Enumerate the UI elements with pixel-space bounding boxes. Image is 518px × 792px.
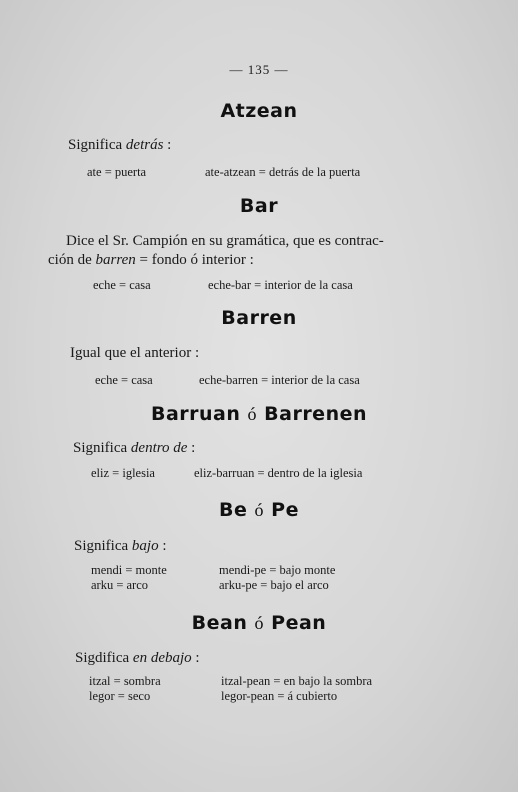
page-number: — 135 —	[229, 62, 289, 77]
entry-intro-line-1: Dice el Sr. Campión en su gramática, que es contrac-	[66, 233, 384, 249]
intro-italic: dentro de	[130, 440, 188, 456]
intro-italic: bajo	[131, 538, 159, 554]
intro-text: Sigdifica	[75, 650, 133, 666]
entry-heading	[0, 100, 518, 122]
example-compound: arku-pe = bajo el arco	[219, 578, 329, 592]
intro-text: Significa	[68, 137, 126, 153]
intro-text: :	[158, 538, 167, 554]
intro-text: = fondo ó interior :	[135, 252, 254, 268]
heading-conjunction: ó	[254, 613, 265, 633]
example-word: itzal = sombra	[89, 674, 161, 688]
intro-text: :	[187, 440, 196, 456]
entry-intro: Igual que el anterior :	[70, 345, 200, 361]
entry-heading	[0, 612, 518, 634]
example-word: arku = arco	[91, 578, 149, 592]
example-compound: ate-atzean = detrás de la puerta	[205, 165, 361, 179]
example-word: ate = puerta	[87, 165, 147, 179]
entry-heading	[0, 307, 518, 329]
example-compound: eliz-barruan = dentro de la iglesia	[194, 466, 363, 480]
entry-intro	[68, 137, 171, 154]
intro-italic: detrás	[125, 137, 164, 153]
heading-text: Be	[219, 499, 248, 521]
heading-text: Bean	[191, 612, 248, 634]
heading-text: Barrenen	[264, 403, 368, 425]
example-word: mendi = monte	[91, 563, 167, 577]
entry-intro	[74, 538, 167, 555]
example-compound: legor-pean = á cubierto	[221, 689, 338, 703]
intro-text: ción de	[48, 252, 96, 268]
example-word: eche = casa	[93, 278, 151, 292]
intro-text: Significa	[74, 538, 132, 554]
intro-text: Significa	[73, 440, 131, 456]
example-word: eliz = iglesia	[91, 466, 155, 480]
entry-intro	[75, 650, 200, 667]
example-compound: itzal-pean = en bajo la sombra	[221, 674, 373, 688]
heading-text: Pe	[271, 499, 299, 521]
heading-text: Pean	[271, 612, 327, 634]
intro-text: :	[191, 650, 200, 666]
intro-italic: en debajo	[132, 650, 192, 666]
entry-heading	[0, 499, 518, 521]
example-word: eche = casa	[95, 373, 153, 387]
intro-text: :	[163, 137, 172, 153]
heading-text: Barruan	[150, 403, 241, 425]
heading-text: Barren	[221, 307, 297, 329]
example-compound: eche-barren = interior de la casa	[199, 373, 360, 387]
example-word: legor = seco	[89, 689, 151, 703]
heading-conjunction: ó	[254, 500, 265, 520]
example-compound: eche-bar = interior de la casa	[208, 278, 353, 292]
entry-heading	[0, 195, 518, 217]
entry-intro-line-2	[48, 252, 254, 269]
heading-text: Bar	[239, 195, 279, 217]
entry-intro	[73, 440, 195, 457]
example-compound: mendi-pe = bajo monte	[219, 563, 336, 577]
heading-conjunction: ó	[247, 404, 258, 424]
entry-heading	[0, 403, 518, 425]
heading-text: Atzean	[220, 100, 298, 122]
intro-italic: barren	[95, 252, 136, 268]
